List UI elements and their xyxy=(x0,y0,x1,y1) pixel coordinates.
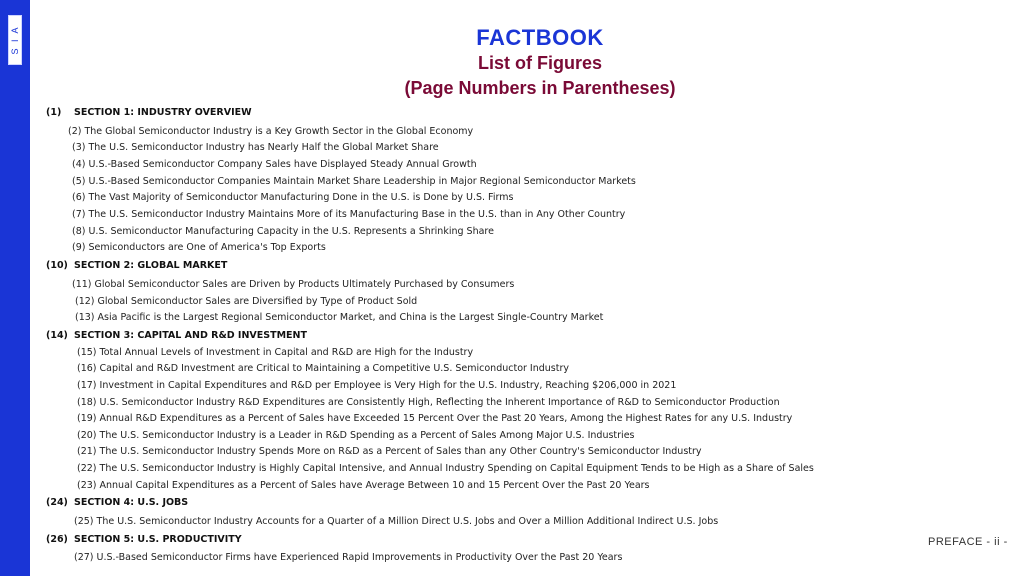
section-number: (26) xyxy=(46,534,68,545)
section-number: (1) xyxy=(46,107,62,118)
page-subtitle-note: (Page Numbers in Parentheses) xyxy=(404,78,676,98)
section-number: (24) xyxy=(46,497,68,508)
section-title: SECTION 4: U.S. JOBS xyxy=(74,497,189,508)
figure-entry: (8) U.S. Semiconductor Manufacturing Capacity in the U.S. Represents a Shrinking Share xyxy=(72,226,494,237)
figure-entry: (5) U.S.-Based Semiconductor Companies Maintain Market Share Leadership in Major Regional Semiconductor Markets xyxy=(72,176,636,187)
figure-entry: (3) The U.S. Semiconductor Industry has Nearly Half the Global Market Share xyxy=(72,142,439,153)
figure-entry: (9) Semiconductors are One of America's Top Exports xyxy=(72,242,326,253)
figure-entry: (21) The U.S. Semiconductor Industry Spends More on R&D as a Percent of Sales than any Other Country's Semiconductor Industry xyxy=(77,446,702,457)
figure-entry: (22) The U.S. Semiconductor Industry is Highly Capital Intensive, and Annual Industry Spending on Capital Equipment Tends to be High as a Share of Sales xyxy=(77,463,814,474)
figure-entry: (17) Investment in Capital Expenditures and R&D per Employee is Very High for the U.S. Industry, Reaching $206,000 in 2021 xyxy=(77,380,677,391)
figure-entry: (4) U.S.-Based Semiconductor Company Sales have Displayed Steady Annual Growth xyxy=(72,159,477,170)
figure-entry: (20) The U.S. Semiconductor Industry is a Leader in R&D Spending as a Percent of Sales Among Major U.S. Industries xyxy=(77,430,635,441)
section-title: SECTION 1: INDUSTRY OVERVIEW xyxy=(74,107,252,118)
figure-entry: (15) Total Annual Levels of Investment in Capital and R&D are High for the Industry xyxy=(77,347,474,358)
section-title: SECTION 2: GLOBAL MARKET xyxy=(74,260,228,271)
figure-entry: (13) Asia Pacific is the Largest Regional Semiconductor Market, and China is the Largest Single-Country Market xyxy=(75,312,604,323)
figure-entry: (6) The Vast Majority of Semiconductor Manufacturing Done in the U.S. is Done by U.S. Firms xyxy=(72,192,514,203)
page-title: FACTBOOK xyxy=(476,25,604,50)
figure-entry: (11) Global Semiconductor Sales are Driven by Products Ultimately Purchased by Consumers xyxy=(72,279,515,290)
section-number: (14) xyxy=(46,330,68,341)
page-subtitle: List of Figures xyxy=(477,53,602,73)
section-heading xyxy=(46,534,242,545)
section-title: SECTION 3: CAPITAL AND R&D INVESTMENT xyxy=(74,330,307,341)
figure-entry: (7) The U.S. Semiconductor Industry Maintains More of its Manufacturing Base in the U.S. than in Any Other Country xyxy=(72,209,626,220)
page-number: PREFACE - ii - xyxy=(928,536,1008,548)
figure-entry: (12) Global Semiconductor Sales are Diversified by Type of Product Sold xyxy=(75,296,418,307)
figure-entry: (23) Annual Capital Expenditures as a Percent of Sales have Average Between 10 and 15 Percent Over the Past 20 Years xyxy=(77,480,650,491)
section-heading xyxy=(46,497,188,508)
section-heading xyxy=(46,107,252,118)
sia-logo-text: S I A xyxy=(10,25,20,55)
figure-entry: (18) U.S. Semiconductor Industry R&D Expenditures are Consistently High, Reflecting the Inherent Importance of R&D to Semiconductor Production xyxy=(77,397,780,408)
section-number: (10) xyxy=(46,260,68,271)
section-heading xyxy=(46,330,307,341)
sia-logo xyxy=(8,15,22,65)
section-heading xyxy=(46,260,227,271)
figure-entry: (27) U.S.-Based Semiconductor Firms have Experienced Rapid Improvements in Productivity Over the Past 20 Years xyxy=(74,552,623,563)
section-title: SECTION 5: U.S. PRODUCTIVITY xyxy=(74,534,242,545)
figure-entry: (25) The U.S. Semiconductor Industry Accounts for a Quarter of a Million Direct U.S. Jobs and Over a Million Additional Indirect U.S. Jobs xyxy=(74,516,719,527)
figure-entry: (2) The Global Semiconductor Industry is a Key Growth Sector in the Global Economy xyxy=(68,126,474,137)
figure-entry: (16) Capital and R&D Investment are Critical to Maintaining a Competitive U.S. Semiconductor Industry xyxy=(77,363,570,374)
figure-entry: (19) Annual R&D Expenditures as a Percent of Sales have Exceeded 15 Percent Over the Past 20 Years, Among the Highest Rates for any U.S. Industry xyxy=(77,413,793,424)
left-sidebar xyxy=(0,0,30,576)
